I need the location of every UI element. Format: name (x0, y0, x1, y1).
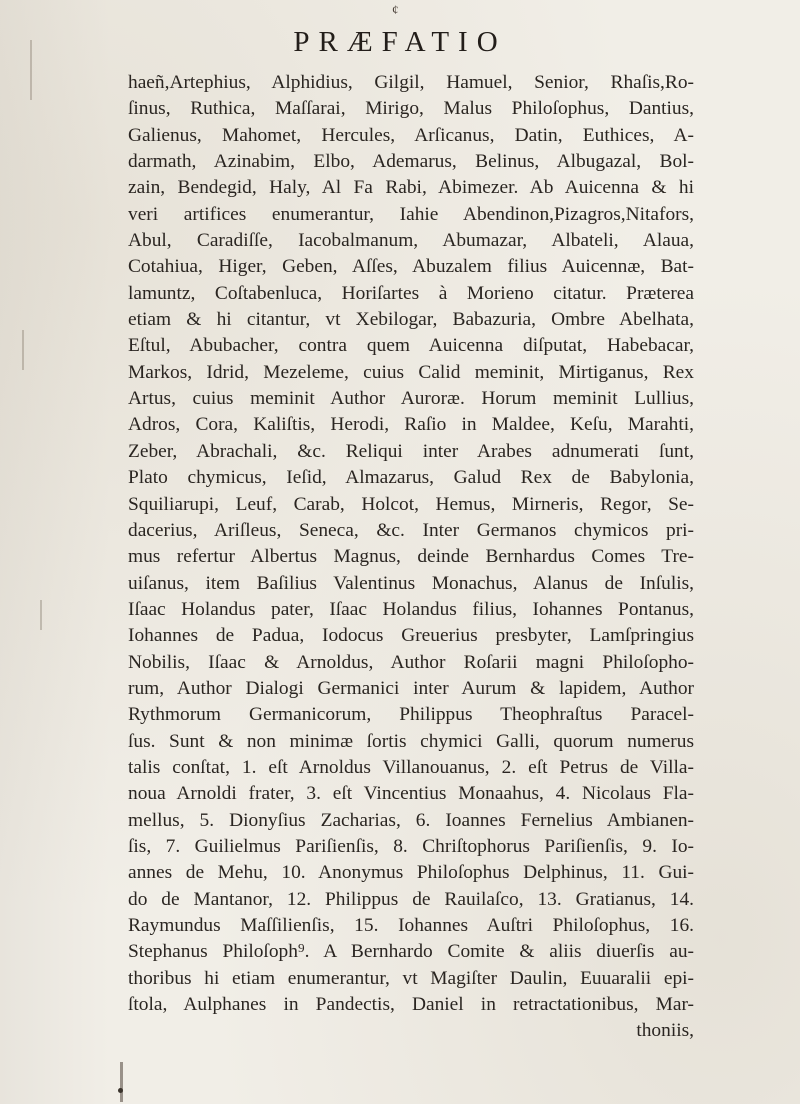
text-line: dacerius, Ariſleus, Seneca, &c. Inter Germanos chymicos pri- (128, 519, 694, 541)
text-line: Adros, Cora, Kaliſtis, Herodi, Raſio in Maldee, Keſu, Marahti, (128, 414, 694, 436)
text-line: thoribus hi etiam enumerantur, vt Magiſter Daulin, Euuaralii epi- (128, 967, 694, 989)
text-line: Iſaac Holandus pater, Iſaac Holandus filius, Iohannes Pontanus, (128, 598, 694, 620)
text-line: Zeber, Abrachali, &c. Reliqui inter Arabes adnumerati ſunt, (128, 440, 694, 462)
binding-mark (120, 1062, 123, 1102)
text-line: talis conſtat, 1. eſt Arnoldus Villanouanus, 2. eſt Petrus de Villa- (128, 756, 694, 778)
printer-mark: ¢ (392, 2, 399, 17)
text-line: darmath, Azinabim, Elbo, Ademarus, Belinus, Albugazal, Bol- (128, 151, 694, 173)
text-line: veri artifices enumerantur, Iahie Abendinon,Pizagros,Nitafors, (128, 203, 694, 225)
text-line: mellus, 5. Dionyſius Zacharias, 6. Ioannes Fernelius Ambianen- (128, 809, 694, 831)
text-line: noua Arnoldi frater, 3. eſt Vincentius Monaahus, 4. Nicolaus Fla- (128, 783, 694, 805)
text-line: ſis, 7. Guilielmus Pariſienſis, 8. Chriſtophorus Pariſienſis, 9. Io- (128, 835, 694, 857)
text-line: Stephanus Philoſoph⁹. A Bernhardo Comite & aliis diuerſis au- (128, 941, 694, 963)
text-line: Markos, Idrid, Mezeleme, cuius Calid meminit, Mirtiganus, Rex (128, 361, 694, 383)
text-line: Rythmorum Germanicorum, Philippus Theophraſtus Paracel- (128, 704, 694, 726)
text-line: Squiliarupi, Leuf, Carab, Holcot, Hemus, Mirneris, Regor, Se- (128, 493, 694, 515)
text-line: Iohannes de Padua, Iodocus Greuerius presbyter, Lamſpringius (128, 625, 694, 647)
text-line: ſinus, Ruthica, Maſſarai, Mirigo, Malus Philoſophus, Dantius, (128, 98, 694, 120)
text-line: Raymundus Maſſilienſis, 15. Iohannes Auſtri Philoſophus, 16. (128, 915, 694, 936)
text-line: Galienus, Mahomet, Hercules, Arſicanus, Datin, Euthices, A- (128, 124, 694, 146)
body-text (128, 70, 694, 1045)
text-line: zain, Bendegid, Haly, Al Fa Rabi, Abimezer. Ab Auicenna & hi (128, 177, 694, 199)
text-line: ſus. Sunt & non minimæ ſortis chymici Galli, quorum numerus (128, 730, 694, 752)
text-line: Cotahiua, Higer, Geben, Aſſes, Abuzalem filius Auicennæ, Bat- (128, 256, 694, 278)
text-line: Plato chymicus, Ieſid, Almazarus, Galud Rex de Babylonia, (128, 467, 694, 489)
gutter-mark (22, 330, 24, 370)
text-line: Eſtul, Abubacher, contra quem Auicenna diſputat, Habebacar, (128, 335, 694, 357)
gutter-mark (40, 600, 42, 630)
text-line: ſtola, Aulphanes in Pandectis, Daniel in retractationibus, Mar- (128, 994, 694, 1016)
ink-spot (118, 1088, 123, 1093)
text-line: Abul, Caradiſſe, Iacobalmanum, Abumazar, Albateli, Alaua, (128, 230, 694, 252)
running-head: PRÆFATIO (293, 26, 507, 58)
text-line: Nobilis, Iſaac & Arnoldus, Author Roſarii magni Philoſopho- (128, 651, 694, 673)
text-line: etiam & hi citantur, vt Xebilogar, Babazuria, Ombre Abelhata, (128, 309, 694, 331)
text-line: lamuntz, Coſtabenluca, Horiſartes à Morieno citatur. Præterea (128, 282, 694, 304)
page-gutter-shadow (0, 0, 110, 1104)
text-line: mus refertur Albertus Magnus, deinde Bernhardus Comes Tre- (128, 546, 694, 568)
text-line: Artus, cuius meminit Author Auroræ. Horum meminit Lullius, (128, 388, 694, 410)
text-line: uiſanus, item Baſilius Valentinus Monachus, Alanus de Inſulis, (128, 572, 694, 594)
text-line: rum, Author Dialogi Germanici inter Aurum & lapidem, Author (128, 677, 694, 699)
text-line: annes de Mehu, 10. Anonymus Philoſophus Delphinus, 11. Gui- (128, 862, 694, 884)
text-line: haeñ,Artephius, Alphidius, Gilgil, Hamuel, Senior, Rhaſis,Ro- (128, 72, 694, 93)
catchword: thoniis, (636, 1020, 694, 1042)
text-line: do de Mantanor, 12. Philippus de Rauilaſco, 13. Gratianus, 14. (128, 888, 694, 910)
